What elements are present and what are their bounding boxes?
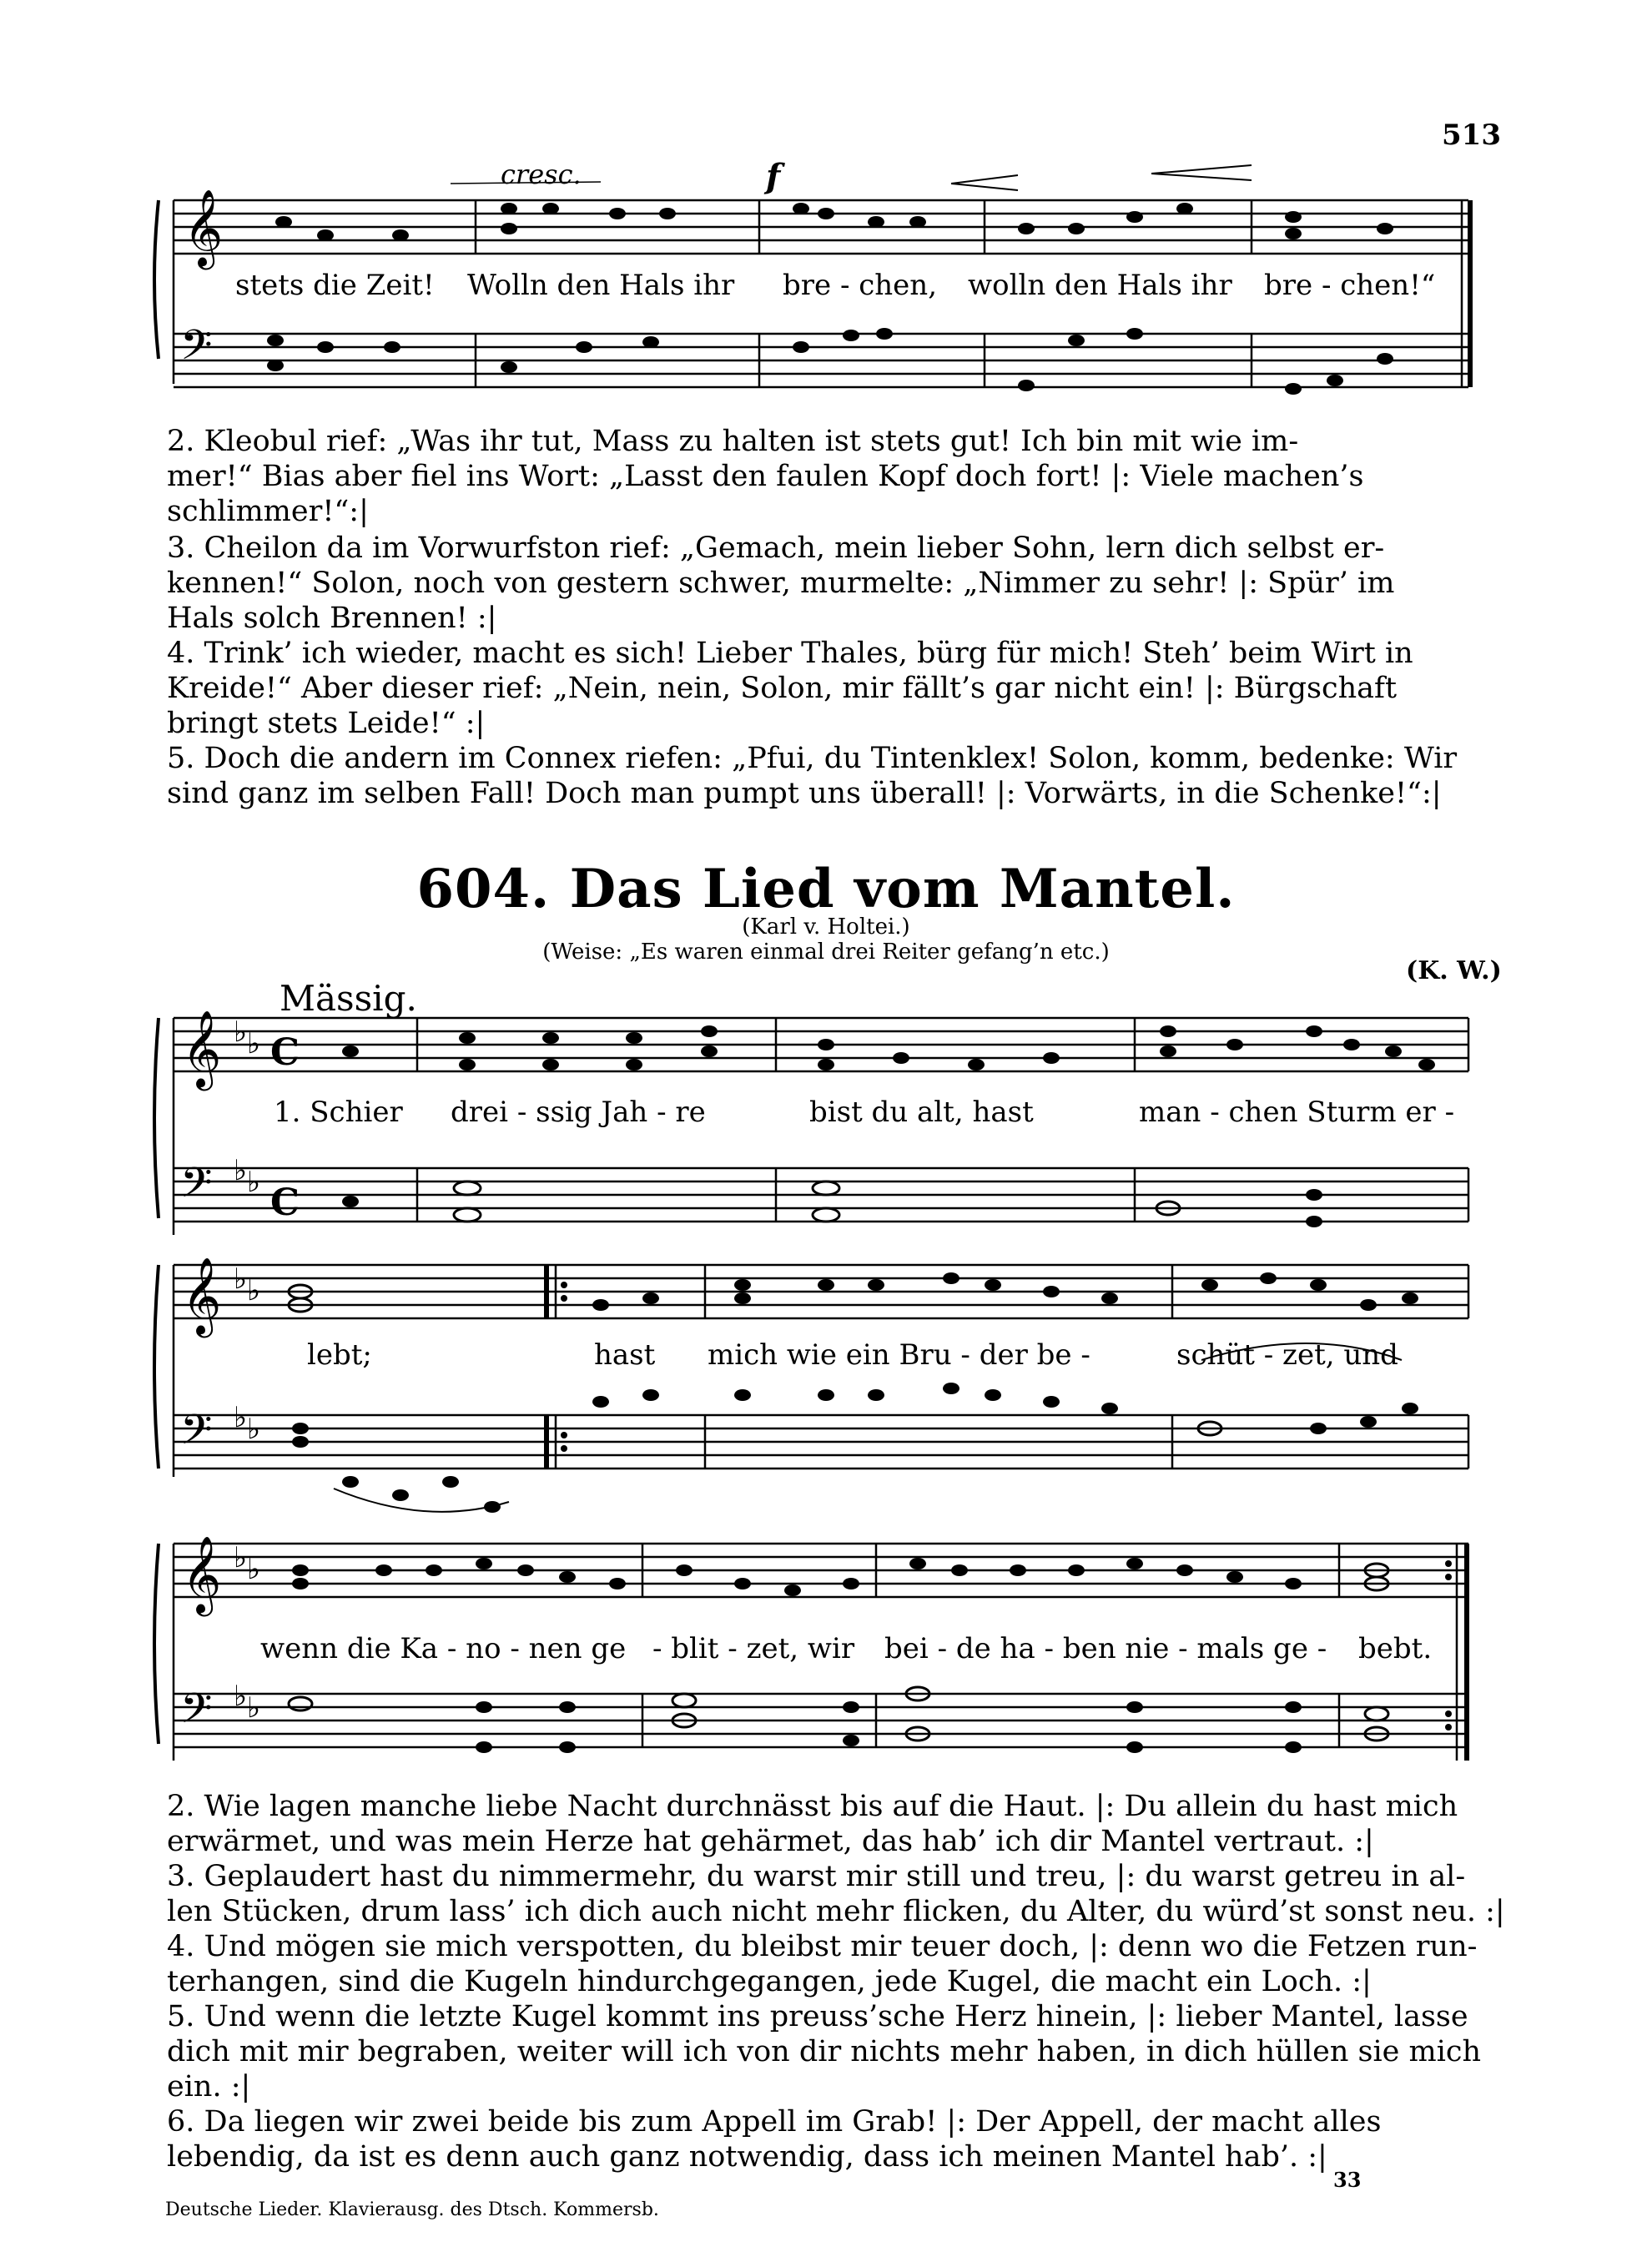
svg-text:♭: ♭ — [247, 1274, 261, 1307]
svg-text:𝄢: 𝄢 — [180, 1159, 213, 1217]
top-lyric-4: wolln den Hals ihr — [968, 269, 1232, 302]
verse-604-2: 2. Wie lagen manche liebe Nacht durchnässt bis auf die Haut. |: Du allein du hast mich erwärmet, und was mein Herze hat gehärmet, das hab’ ich dir Mantel vertraut. :| — [167, 1790, 1458, 1858]
s2-lyric-4: schüt - zet, und — [1176, 1338, 1398, 1372]
top-lyric-5: bre - chen!“ — [1264, 269, 1436, 302]
s1-lyric-3: bist du alt, hast — [809, 1096, 1034, 1129]
svg-text:♭: ♭ — [234, 1262, 248, 1296]
svg-text:♭: ♭ — [247, 1691, 261, 1725]
tempo-marking: Mässig. — [280, 978, 417, 1019]
s2-lyric-1: lebt; — [307, 1338, 372, 1372]
svg-text:♭: ♭ — [234, 1015, 248, 1049]
song-melody: (Weise: „Es waren einmal drei Reiter gefang’n etc.) — [542, 940, 1110, 965]
s2-lyric-3: mich wie ein Bru - der be - — [708, 1338, 1090, 1372]
s3-lyric-1: wenn die Ka - no - nen ge — [260, 1632, 627, 1665]
s3-lyric-3: bei - de ha - ben nie - mals ge - — [884, 1632, 1327, 1665]
verse-603-4: 4. Trink’ ich wieder, macht es sich! Lieber Thales, bürg für mich! Steh’ beim Wirt in Kreide!“ Aber dieser rief: „Nein, nein, Solon, mir fällt’s gar nicht ein! |: Bürgschaft bringt stets Leide!“ :| — [167, 637, 1413, 740]
svg-text:𝄢: 𝄢 — [180, 1406, 213, 1464]
svg-text:𝄞: 𝄞 — [182, 1010, 222, 1087]
verse-603-5: 5. Doch die andern im Connex riefen: „Pfui, du Tintenklex! Solon, komm, bedenke: Wir sind ganz im selben Fall! Doch man pumpt uns überall! |: Vorwärts, in die Schenke!“:| — [167, 742, 1458, 810]
s3-lyric-4: bebt. — [1358, 1632, 1433, 1665]
svg-text:♭: ♭ — [247, 1027, 261, 1061]
page-number: 513 — [1442, 118, 1501, 152]
svg-text:♭: ♭ — [234, 1401, 248, 1434]
song-title — [0, 858, 1652, 920]
svg-text:𝄞: 𝄞 — [184, 189, 224, 266]
svg-text:𝄢: 𝄢 — [180, 1685, 213, 1743]
svg-text:♭: ♭ — [247, 1553, 261, 1586]
top-lyric-1: stets die Zeit! — [235, 269, 435, 302]
s2-lyric-2: hast — [594, 1338, 656, 1372]
svg-text:𝄞: 𝄞 — [182, 1535, 222, 1613]
svg-text:♭: ♭ — [247, 1166, 261, 1199]
song-title-text: Das Lied vom Mantel. — [569, 858, 1236, 920]
s1-lyric-1: 1. Schier — [274, 1096, 403, 1129]
song-author: (Karl v. Holtei.) — [742, 914, 910, 940]
song-composer: (K. W.) — [1406, 956, 1502, 985]
svg-text:♭: ♭ — [234, 1541, 248, 1574]
footer-imprint: Deutsche Lieder. Klavierausg. des Dtsch. Kommersb. — [165, 2199, 659, 2220]
s1-lyric-2: drei - ssig Jah - re — [451, 1096, 706, 1129]
verse-604-6: 6. Da liegen wir zwei beide bis zum Appell im Grab! |: Der Appell, der macht alles lebendig, da ist es denn auch ganz notwendig, dass ich meinen Mantel hab’. :| — [167, 2105, 1382, 2174]
system-2-staves — [150, 1252, 1485, 1519]
svg-text:C: C — [270, 1181, 300, 1224]
verse-604-3: 3. Geplaudert hast du nimmermehr, du warst mir still und treu, |: du warst getreu in al- len Stücken, drum lass’ ich dich auch nicht mehr flicken, du Alter, du würd’st sonst neu. :| — [167, 1860, 1505, 1928]
verse-603-2: 2. Kleobul rief: „Was ihr tut, Mass zu halten ist stets gut! Ich bin mit wie im- mer!“ Bias aber fiel ins Wort: „Lasst den faulen Kopf doch fort! |: Viele machen’s schlimmer!“:| — [167, 425, 1364, 528]
svg-text:𝄢: 𝄢 — [180, 321, 213, 380]
svg-text:𝄞: 𝄞 — [182, 1257, 222, 1334]
top-lyric-3: bre - chen, — [783, 269, 938, 302]
verse-603-3: 3. Cheilon da im Vorwurfston rief: „Gemach, mein lieber Sohn, lern dich selbst er- kennen!“ Solon, noch von gestern schwer, murmelte: „Nimmer zu sehr! |: Spür’ im Hals solch Brennen! :| — [167, 532, 1395, 635]
s3-lyric-2: - blit - zet, wir — [652, 1632, 855, 1665]
svg-text:♭: ♭ — [234, 1154, 248, 1187]
verse-604-5: 5. Und wenn die letzte Kugel kommt ins preuss’sche Herz hinein, |: lieber Mantel, lasse dich mit mir begraben, weiter will ich von dir nichts mehr haben, in dich hüllen sie mich ein. :| — [167, 2000, 1482, 2103]
cresc-marking: cresc. — [501, 159, 582, 190]
svg-text:♭: ♭ — [234, 1680, 248, 1713]
verse-604-4: 4. Und mögen sie mich verspotten, du bleibst mir teuer doch, |: denn wo die Fetzen run- terhangen, sind die Kugeln hindurchgegangen, jede Kugel, die macht ein Loch. :| — [167, 1930, 1478, 1998]
svg-text:C: C — [270, 1031, 300, 1074]
s1-lyric-4: man - chen Sturm er - — [1139, 1096, 1455, 1129]
top-lyric-2: Wolln den Hals ihr — [467, 269, 735, 302]
svg-text:♭: ♭ — [247, 1413, 261, 1446]
forte-marking: f — [766, 157, 781, 196]
song-number: 604. — [416, 858, 551, 920]
sheet-number: 33 — [1333, 2168, 1362, 2192]
